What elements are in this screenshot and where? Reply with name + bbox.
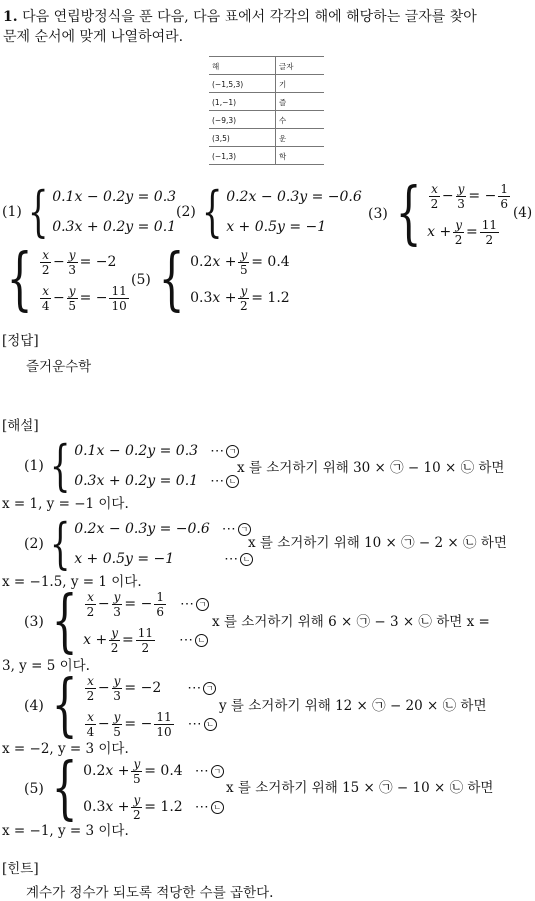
system-equations [190, 244, 290, 316]
table-header: 해 [209, 57, 276, 75]
problem-line-1 [3, 6, 477, 26]
system-label: (2) [176, 204, 196, 220]
problem-line-2: 문제 순서에 맞게 나열하여라. [3, 29, 184, 45]
system-equations [226, 182, 362, 242]
solution-result: x = −1.5, y = 1 이다. [2, 574, 142, 590]
equation: x + 0.5y = −1 [226, 219, 327, 235]
table-header: 글자 [276, 57, 325, 75]
equation: x 4 − $\frac{y}{5}$ = − $\frac{11}{10}$ ⋯ ㄴ [83, 706, 217, 742]
table-row [209, 147, 324, 165]
equation: 0.2x − 0.3y = −0.6 [226, 189, 362, 205]
left-brace: { [51, 582, 78, 661]
solution-heading: [해설] [2, 418, 39, 434]
mark-a: ㄱ [211, 765, 224, 778]
mark-b: ㄴ [226, 475, 239, 488]
answer-text: 즐거운수학 [26, 359, 92, 375]
left-brace: { [51, 749, 78, 828]
solution-label: (4) [24, 698, 44, 714]
system-label: (4) [513, 205, 533, 221]
equation: 0.2 x + $\frac{y}{5}$ = 0.4 [190, 247, 290, 277]
equation: 0.1x − 0.2y = 0.3 ⋯ ㄱ [74, 436, 239, 466]
equation: x + $\frac{y}{2}$ = $\frac{11}{2}$ ⋯ ㄴ [83, 622, 209, 658]
system-3 [368, 174, 512, 253]
solution-label: (5) [24, 781, 44, 797]
equation: 0.3 x + $\frac{y}{2}$ = 1.2 [190, 283, 290, 313]
solution-system-5 [24, 749, 224, 828]
table-row [209, 129, 324, 147]
equation: x 2 − $\frac{y}{3}$ = − $\frac{1}{6}$ [430, 181, 508, 211]
equation-rhs: = 1.2 [251, 290, 290, 306]
solution-step: x 를 소거하기 위해 15 × ㉠ − 10 × ㉡ 하면 [226, 780, 494, 796]
system-1 [2, 182, 176, 242]
mark-b: ㄴ [204, 718, 217, 731]
solution-system-3 [24, 582, 209, 661]
table-cell: (1,−1) [209, 93, 276, 111]
equation: 0.2 x + $\frac{y}{5}$ = 0.4 ⋯ ㄱ [83, 753, 224, 789]
table-cell: (−9,3) [209, 111, 276, 129]
mark-b: ㄴ [195, 634, 208, 647]
left-brace: { [6, 240, 33, 319]
left-brace: { [49, 512, 71, 575]
system-equations [83, 670, 217, 742]
equation: x 2 − $\frac{y}{3}$ = −2 ⋯ ㄱ [83, 670, 217, 706]
solution-result: x = 1, y = −1 이다. [2, 496, 129, 512]
system-label: (3) [368, 206, 388, 222]
system-5 [131, 240, 290, 319]
left-brace: { [158, 240, 185, 319]
table-cell: 기 [276, 75, 325, 93]
solution-system-1 [24, 436, 239, 496]
solution-step: y 를 소거하기 위해 12 × ㉠ − 20 × ㉡ 하면 [219, 698, 487, 714]
solution-label: (1) [24, 458, 44, 474]
system-equations [74, 514, 253, 574]
mark-a: ㄱ [226, 445, 239, 458]
table-header-row [209, 57, 324, 75]
table-row [209, 111, 324, 129]
mark-a: ㄱ [238, 523, 251, 536]
equation: 0.3x + 0.2y = 0.1 [52, 219, 177, 235]
solution-step: x 를 소거하기 위해 30 × ㉠ − 10 × ㉡ 하면 [237, 460, 505, 476]
left-brace: { [395, 174, 422, 253]
problem-text-1: 다음 연립방정식을 푼 다음, 다음 표에서 각각의 해에 해당하는 글자를 찾아 [22, 9, 477, 25]
hint-text: 계수가 정수가 되도록 적당한 수를 곱한다. [26, 885, 274, 901]
table-cell: 수 [276, 111, 325, 129]
equation: 0.3x + 0.2y = 0.1 ⋯ ㄴ [74, 466, 239, 496]
system-equations [83, 753, 224, 825]
mark-b: ㄴ [211, 801, 224, 814]
table-cell: (−1,5,3) [209, 75, 276, 93]
problem-number: 1. [3, 9, 18, 25]
left-brace: { [201, 180, 223, 243]
equation-rhs: = 0.4 [251, 254, 290, 270]
system-equations [52, 182, 176, 242]
system-4 [2, 240, 131, 319]
table-row [209, 75, 324, 93]
table-cell: 운 [276, 129, 325, 147]
equation: 0.2x − 0.3y = −0.6 ⋯ ㄱ [74, 514, 253, 544]
table-cell: (−1,3) [209, 147, 276, 165]
solution-step: x 를 소거하기 위해 6 × ㉠ − 3 × ㉡ 하면 x = [212, 614, 490, 630]
mark-a: ㄱ [196, 598, 209, 611]
left-brace: { [51, 666, 78, 745]
table-cell: 학 [276, 147, 325, 165]
mark-a: ㄱ [203, 682, 216, 695]
system-equations [427, 178, 512, 250]
solution-letter-table [209, 56, 324, 165]
system-label: (5) [131, 272, 151, 288]
system-2 [176, 182, 362, 242]
system-equations [38, 244, 131, 316]
equation: x + 0.5y = −1 ⋯ ㄴ [74, 544, 253, 574]
solution-system-4 [24, 666, 217, 745]
equation: x 2 − $\frac{y}{3}$ = − $\frac{1}{6}$ ⋯ ㄱ [83, 586, 209, 622]
equation: x 2 − $\frac{y}{3}$ = −2 [41, 247, 117, 277]
equation: 0.1x − 0.2y = 0.3 [52, 189, 177, 205]
table-row [209, 93, 324, 111]
solution-result: x = −2, y = 3 이다. [2, 741, 129, 757]
left-brace: { [27, 180, 49, 243]
system-equations [74, 436, 239, 496]
answer-heading: [정답] [2, 333, 39, 349]
equation: x + $\frac{y}{2}$ = $\frac{11}{2}$ [427, 217, 497, 247]
equation: 0.3 x + $\frac{y}{2}$ = 1.2 ⋯ ㄴ [83, 789, 224, 825]
solution-label: (2) [24, 536, 44, 552]
mark-b: ㄴ [240, 553, 253, 566]
equation: x 4 − $\frac{y}{5}$ = − $\frac{11}{10}$ [41, 283, 127, 313]
system-label: (1) [2, 204, 22, 220]
solution-result: x = −1, y = 3 이다. [2, 823, 129, 839]
solution-system-2 [24, 514, 253, 574]
solution-step: x 를 소거하기 위해 10 × ㉠ − 2 × ㉡ 하면 [248, 535, 507, 551]
table-cell: (3,5) [209, 129, 276, 147]
table-cell: 즐 [276, 93, 325, 111]
solution-label: (3) [24, 614, 44, 630]
system-equations [83, 586, 209, 658]
left-brace: { [49, 434, 71, 497]
solution-result: 3, y = 5 이다. [2, 658, 90, 674]
hint-heading: [힌트] [2, 861, 39, 877]
